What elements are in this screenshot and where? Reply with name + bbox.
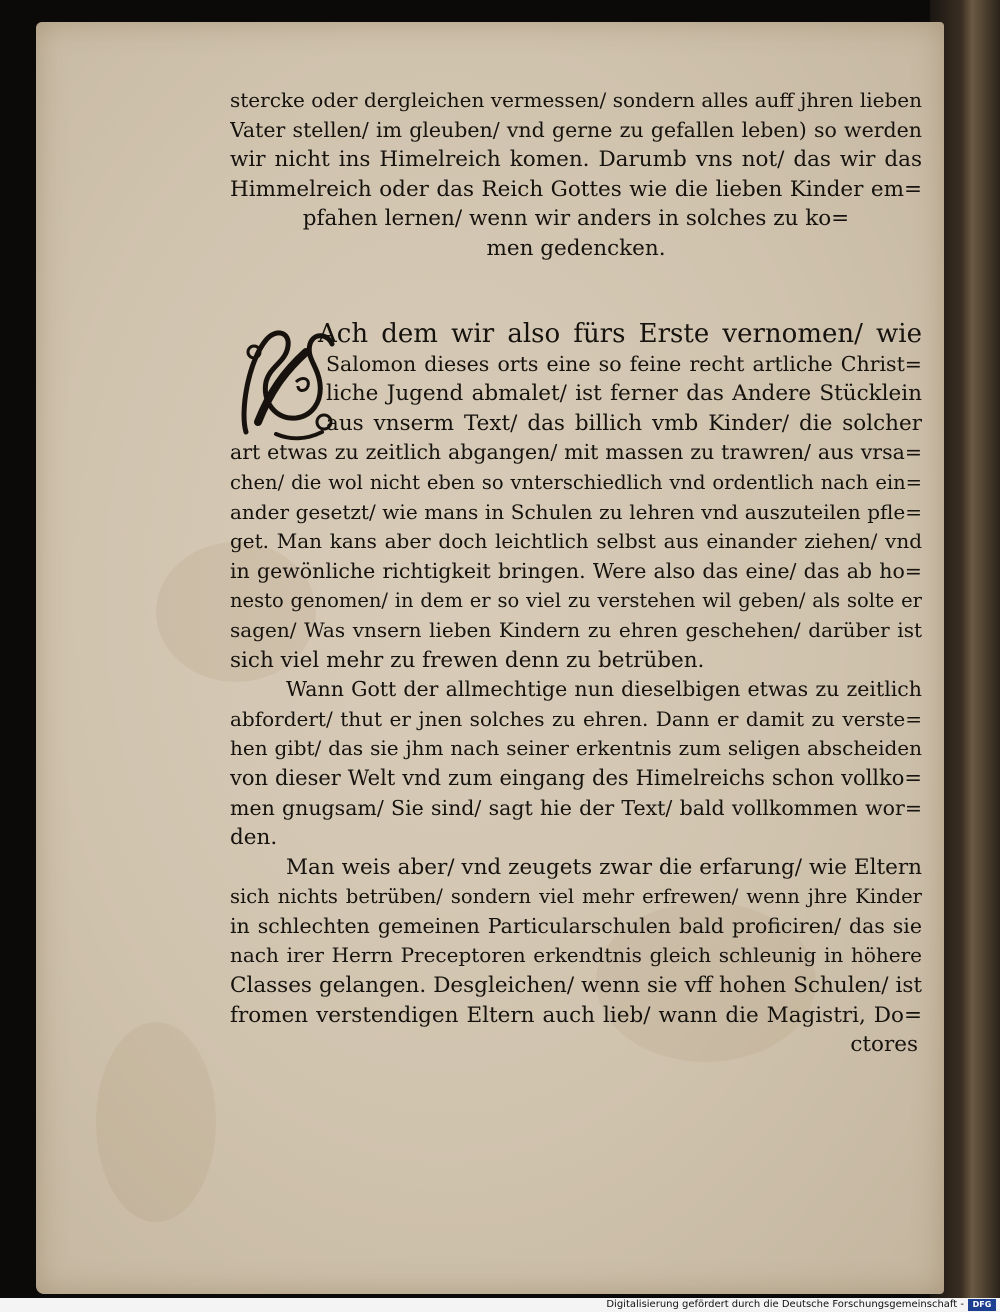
text-line: den.	[230, 825, 278, 851]
main-paragraph	[230, 320, 922, 1060]
text-line: Vater stellen/ im gleuben/ vnd gerne zu gefallen leben) so werden	[230, 117, 922, 142]
text-line: men gnugsam/ Sie sind/ sagt hie der Text/ bald vollkommen wor=	[230, 795, 922, 820]
text-line: men gedencken.	[486, 235, 666, 261]
text-line: wir nicht ins Himelreich komen. Darumb vns not/ das wir das	[230, 147, 922, 173]
text-line: stercke oder dergleichen vermessen/ sondern alles auff jhren lieben	[230, 88, 922, 112]
text-line: ander gesetzt/ wie mans in Schulen zu lehren vnd auszuteilen pfle=	[230, 499, 922, 524]
text-line: get. Man kans aber doch leichtlich selbst aus einander ziehen/ vnd	[230, 529, 922, 554]
text-line: Classes gelangen. Desgleichen/ wenn sie vff hohen Schulen/ ist	[230, 973, 922, 999]
text-line: Ach dem wir also fürs Erste vernomen/ wie	[318, 320, 922, 349]
text-line: pfahen lernen/ wenn wir anders in solches zu ko=	[302, 206, 850, 232]
paper-stain	[96, 1022, 216, 1222]
text-line: in gewönliche richtigkeit bringen. Were also das eine/ das ab ho=	[230, 558, 922, 583]
text-line: sagen/ Was vnsern lieben Kindern zu ehren geschehen/ darüber ist	[230, 617, 922, 642]
text-line: Man weis aber/ vnd zeugets zwar die erfarung/ wie Eltern	[286, 854, 922, 880]
funding-notice: Digitalisierung gefördert durch die Deutsche Forschungsgemeinschaft -	[606, 1299, 964, 1310]
text-line: fromen verstendigen Eltern auch lieb/ wann die Magistri, Do=	[230, 1002, 922, 1028]
catchword: ctores	[850, 1032, 918, 1058]
footer-bar	[0, 1298, 1000, 1312]
text-line: art etwas zu zeitlich abgangen/ mit massen zu trawren/ aus vrsa=	[230, 440, 922, 465]
dfg-logo-icon: DFG	[968, 1299, 996, 1311]
text-line: sich nichts betrüben/ sondern viel mehr erfrewen/ wenn jhre Kinder	[230, 885, 922, 909]
text-line: nach irer Herrn Preceptoren erkendtnis gleich schleunig in höhere	[230, 943, 922, 968]
text-line: Wann Gott der allmechtige nun dieselbigen etwas zu zeitlich	[286, 677, 922, 702]
text-line: chen/ die wol nicht eben so vnterschiedlich vnd ordentlich nach ein=	[230, 470, 922, 494]
text-line: nesto genomen/ in dem er so viel zu verstehen wil geben/ als solte er	[230, 589, 922, 613]
text-line: Salomon dieses orts eine so feine recht artliche Christ=	[326, 351, 922, 376]
text-line: aus vnserm Text/ das billich vmb Kinder/ die solcher	[326, 410, 922, 436]
text-line: Himmelreich oder das Reich Gottes wie die lieben Kinder em=	[230, 176, 922, 202]
text-line: von dieser Welt vnd zum eingang des Himelreichs schon vollko=	[230, 765, 922, 790]
text-line: hen gibt/ das sie jhm nach seiner erkentnis zum seligen abscheiden	[230, 736, 922, 761]
text-line: liche Jugend abmalet/ ist ferner das Andere Stücklein	[326, 381, 922, 407]
text-line: abfordert/ thut er jnen solches zu ehren. Dann er damit zu verste=	[230, 706, 922, 731]
text-line: sich viel mehr zu frewen denn zu betrüben.	[230, 647, 705, 673]
text-line: in schlechten gemeinen Particularschulen bald proficiren/ das sie	[230, 913, 922, 938]
top-paragraph	[230, 86, 922, 264]
